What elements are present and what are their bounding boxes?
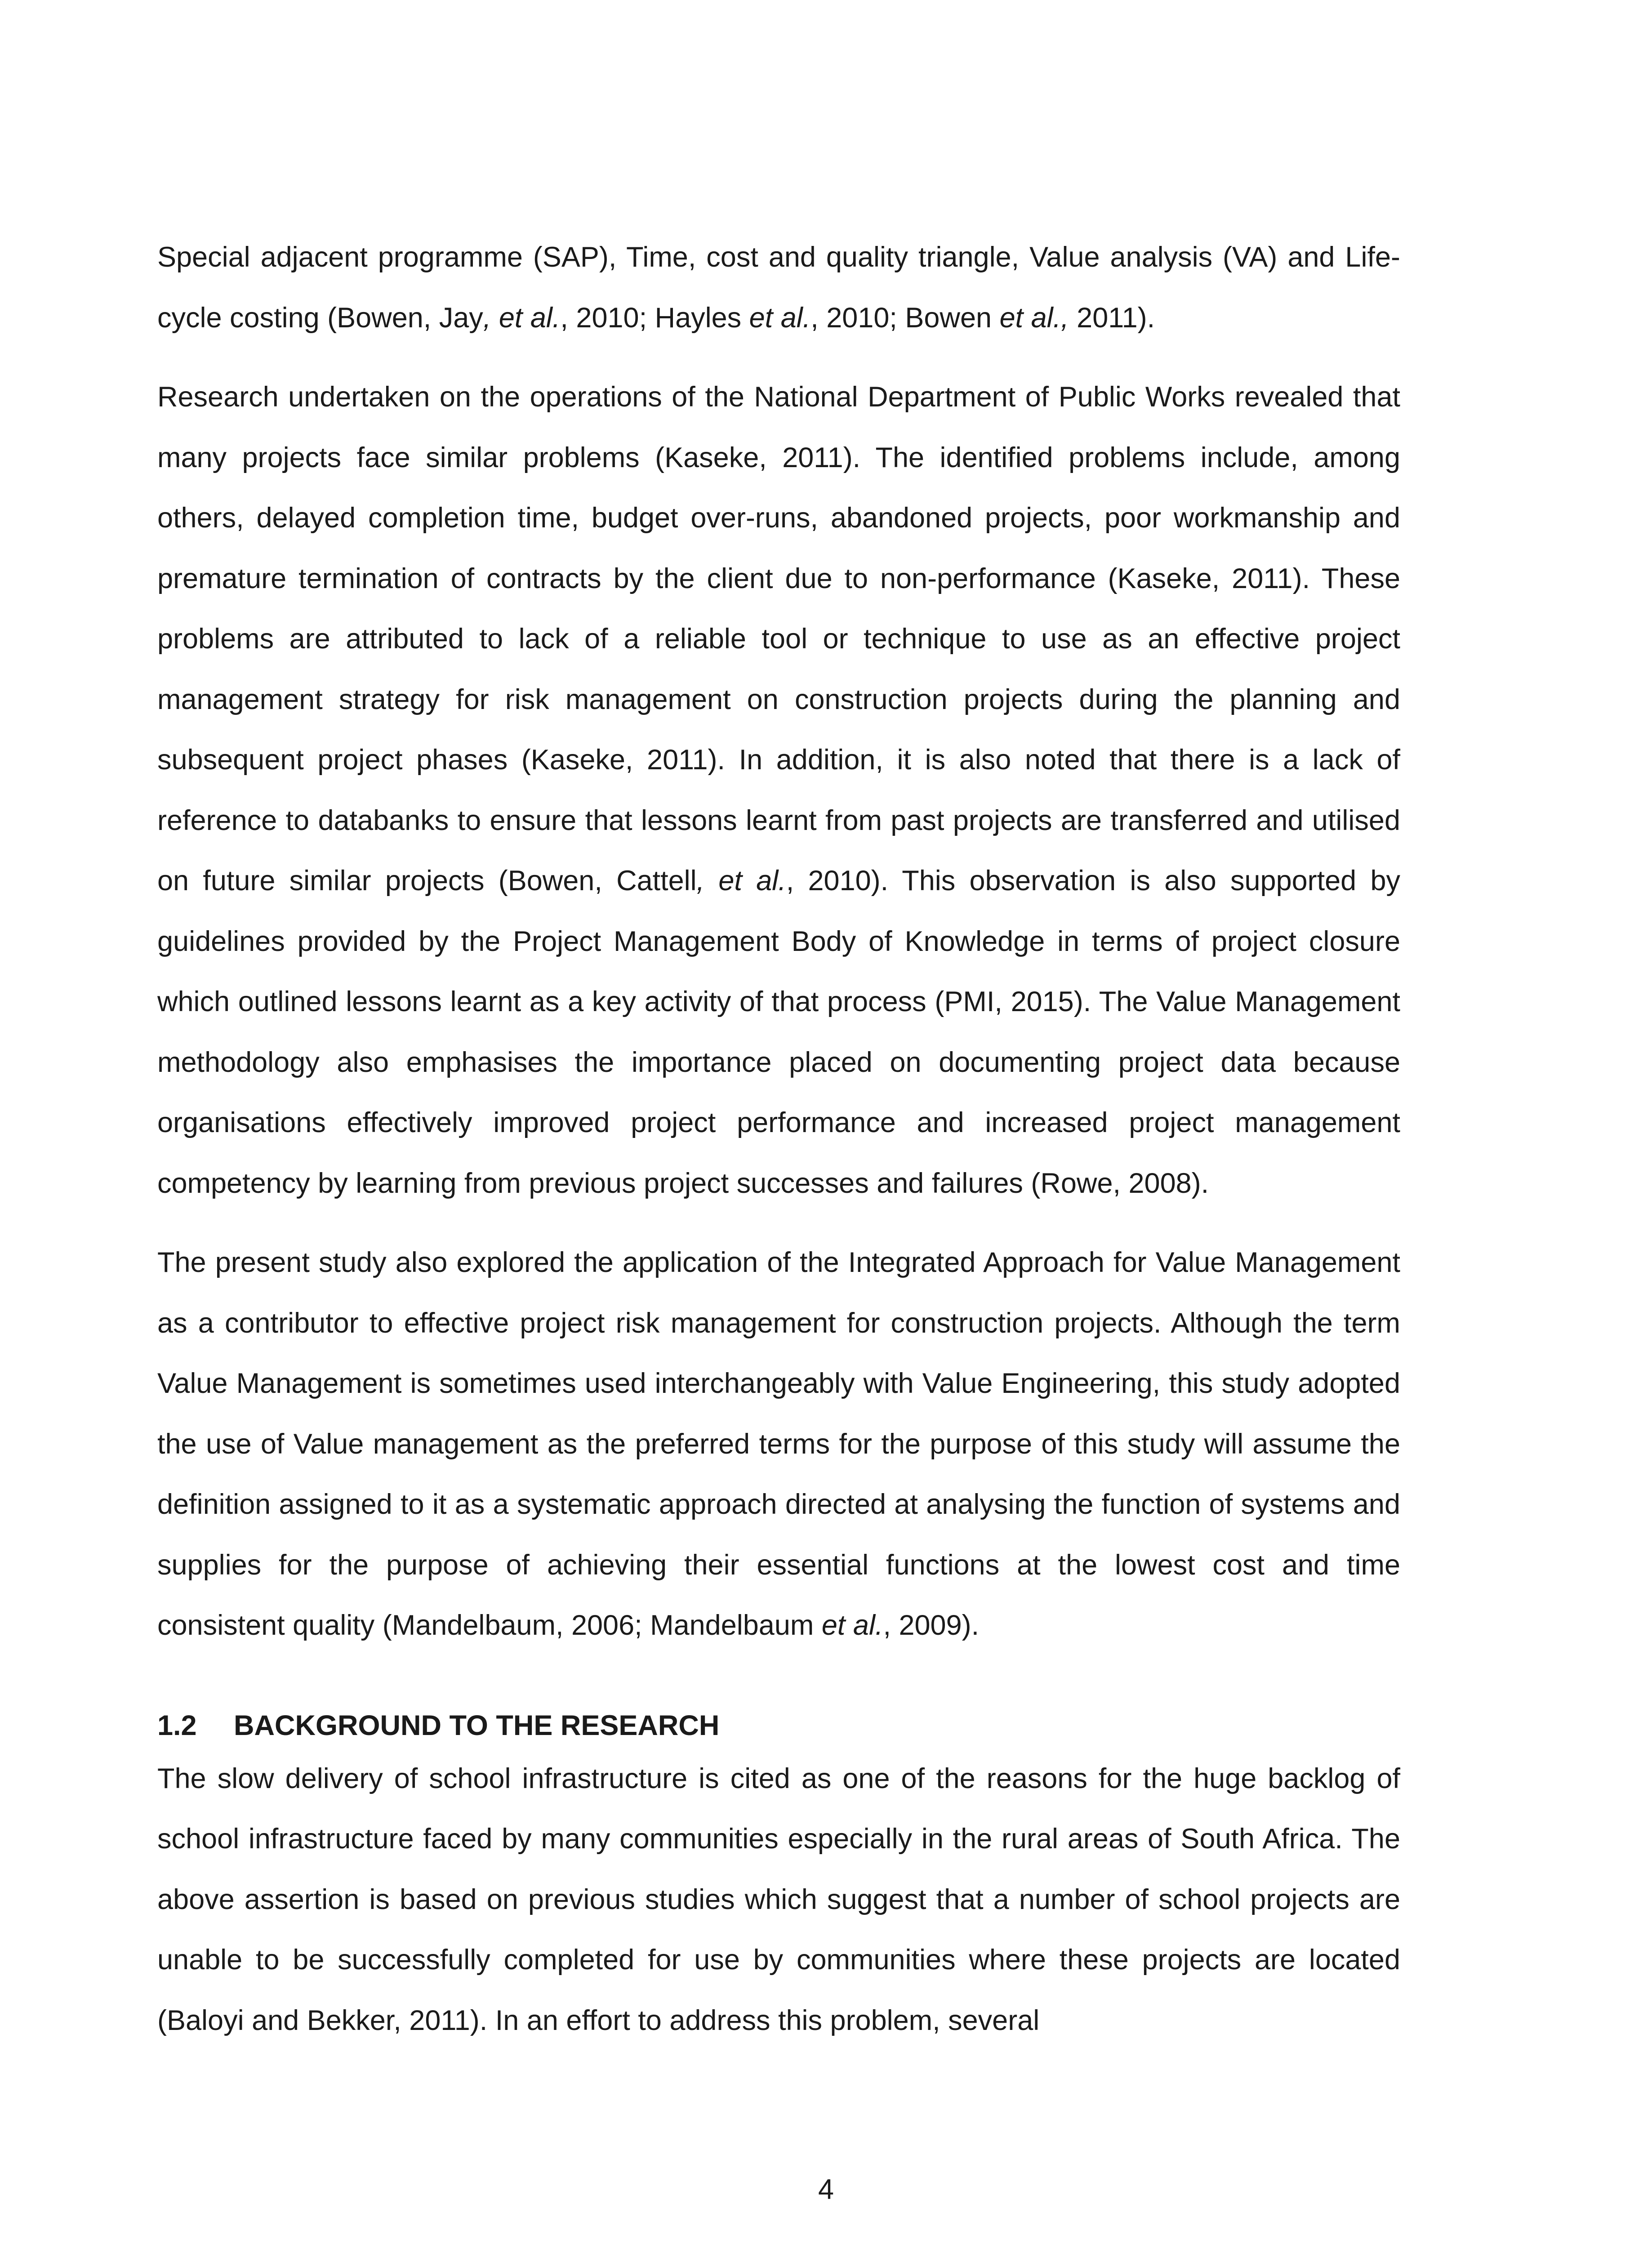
- paragraph-1-text-1: Special adjacent programme (SAP), Time, cost and quality triangle, Value analysis (VA) and Life-cycle costing (Bowen, Jay: [157, 241, 1400, 334]
- paragraph-2-citation-italic: , et al.: [696, 865, 786, 897]
- paragraph-1-text-2: , 2010; Hayles: [560, 302, 749, 334]
- paragraph-3-text-1: The present study also explored the application of the Integrated Approach for Value Management as a contributor to effective project risk management for construction projects. Although the term Value Management is sometimes used interchangeably with Value Engineering, this study adopted the use of Value management as the preferred terms for the purpose of this study will assume the definition assigned to it as a systematic approach directed at analysing the function of systems and supplies for the purpose of achieving their essential functions at the lowest cost and time consistent quality (Mandelbaum, 2006; Mandelbaum: [157, 1247, 1400, 1641]
- document-page: [157, 227, 1400, 2051]
- paragraph-1-text-3: , 2010; Bowen: [810, 302, 1000, 334]
- paragraph-2: [157, 367, 1400, 1213]
- paragraph-4-text-1: The slow delivery of school infrastructure is cited as one of the reasons for the huge backlog of school infrastructure faced by many communities especially in the rural areas of South Africa. The above assertion is based on previous studies which suggest that a number of school projects are unable to be successfully completed for use by communities where these projects are located (Baloyi and Bekker, 2011). In an effort to address this problem, several: [157, 1762, 1400, 2036]
- paragraph-2-text-1: Research undertaken on the operations of the National Department of Public Works revealed that many projects face similar problems (Kaseke, 2011). The identified problems include, among others, delayed completion time, budget over-runs, abandoned projects, poor workmanship and premature termination of contracts by the client due to non-performance (Kaseke, 2011). These problems are attributed to lack of a reliable tool or technique to use as an effective project management strategy for risk management on construction projects during the planning and subsequent project phases (Kaseke, 2011). In addition, it is also noted that there is a lack of reference to databanks to ensure that lessons learnt from past projects are transferred and utilised on future similar projects (Bowen, Cattell: [157, 381, 1400, 897]
- paragraph-1-text-4: 2011).: [1069, 302, 1155, 334]
- paragraph-4: [157, 1748, 1400, 2051]
- paragraph-3-text-2: , 2009).: [883, 1610, 980, 1641]
- paragraph-1-citation-italic-1: , et al.: [483, 302, 561, 334]
- section-heading: [157, 1705, 1400, 1746]
- section-number: 1.2: [157, 1709, 197, 1741]
- paragraph-1-citation-italic-2: et al.: [749, 302, 811, 334]
- paragraph-2-text-2: , 2010). This observation is also supported by guidelines provided by the Project Management Body of Knowledge in terms of project closure which outlined lessons learnt as a key activity of that process (PMI, 2015). The Value Management methodology also emphasises the importance placed on documenting project data because organisations effectively improved project performance and increased project management competency by learning from previous project successes and failures (Rowe, 2008).: [157, 865, 1400, 1199]
- page-number: 4: [818, 2174, 834, 2205]
- paragraph-1-citation-italic-3: et al.,: [999, 302, 1069, 334]
- paragraph-3-citation-italic: et al.: [821, 1610, 883, 1641]
- paragraph-1: [157, 227, 1400, 348]
- paragraph-3: [157, 1232, 1400, 1656]
- section-title: BACKGROUND TO THE RESEARCH: [234, 1709, 720, 1741]
